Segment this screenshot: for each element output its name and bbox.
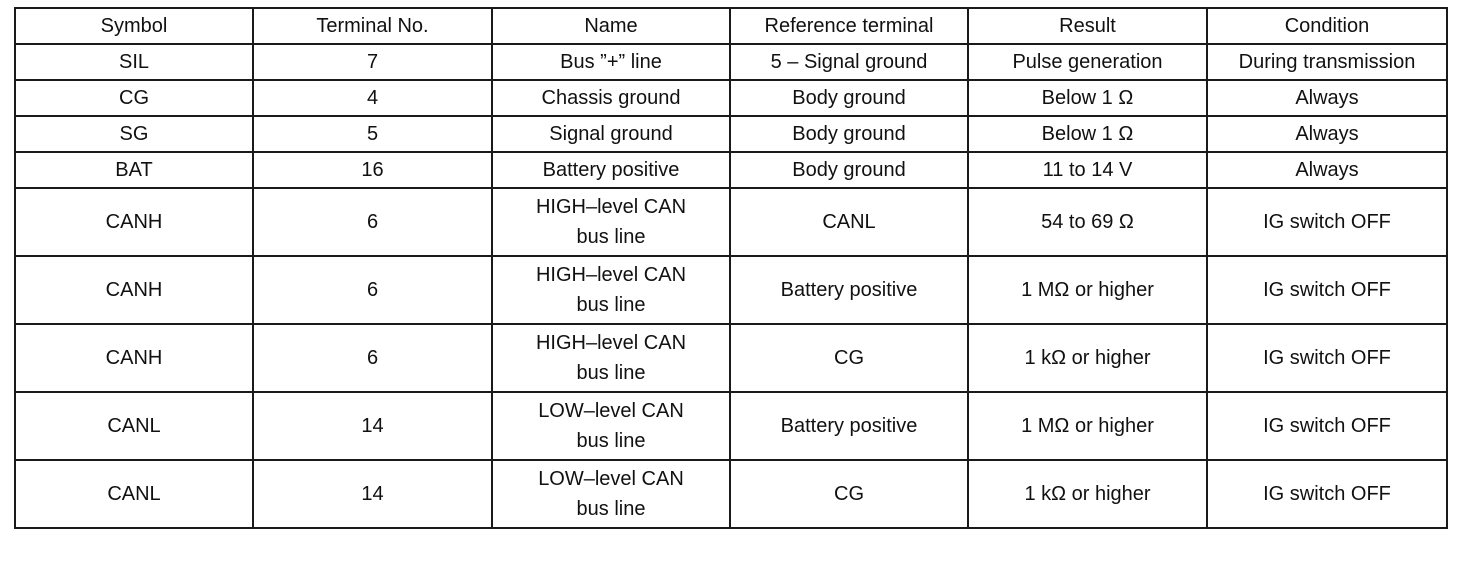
cell-name bbox=[492, 324, 730, 392]
name-line-1: Signal ground bbox=[549, 123, 673, 145]
cell-result: 1 kΩ or higher bbox=[968, 460, 1207, 528]
table-row bbox=[15, 188, 1447, 256]
cell-terminal: 16 bbox=[253, 152, 492, 188]
name-line-1: HIGH–level CAN bbox=[535, 264, 687, 286]
cell-condition: Always bbox=[1207, 80, 1447, 116]
name-line-2: bus line bbox=[576, 226, 646, 248]
cell-symbol: BAT bbox=[15, 152, 253, 188]
cell-condition: IG switch OFF bbox=[1207, 256, 1447, 324]
cell-symbol: CANH bbox=[15, 256, 253, 324]
cell-reference: Battery positive bbox=[730, 392, 968, 460]
table-row bbox=[15, 324, 1447, 392]
header-symbol: Symbol bbox=[15, 8, 253, 44]
cell-symbol: CANL bbox=[15, 392, 253, 460]
cell-symbol: SG bbox=[15, 116, 253, 152]
cell-result: Pulse generation bbox=[968, 44, 1207, 80]
cell-terminal: 14 bbox=[253, 392, 492, 460]
cell-reference: CANL bbox=[730, 188, 968, 256]
header-terminal-no: Terminal No. bbox=[253, 8, 492, 44]
cell-result: 1 MΩ or higher bbox=[968, 256, 1207, 324]
cell-result: 11 to 14 V bbox=[968, 152, 1207, 188]
cell-name bbox=[492, 256, 730, 324]
cell-symbol: CANH bbox=[15, 188, 253, 256]
table-row bbox=[15, 460, 1447, 528]
terminal-table-container bbox=[14, 7, 1446, 529]
table-row bbox=[15, 152, 1447, 188]
cell-name bbox=[492, 44, 730, 80]
cell-condition: IG switch OFF bbox=[1207, 188, 1447, 256]
name-line-1: HIGH–level CAN bbox=[535, 196, 687, 218]
cell-terminal: 6 bbox=[253, 256, 492, 324]
table-row bbox=[15, 80, 1447, 116]
table-body bbox=[15, 44, 1447, 528]
cell-result: 54 to 69 Ω bbox=[968, 188, 1207, 256]
cell-terminal: 4 bbox=[253, 80, 492, 116]
cell-condition: Always bbox=[1207, 152, 1447, 188]
name-line-1: HIGH–level CAN bbox=[535, 332, 687, 354]
cell-name bbox=[492, 460, 730, 528]
cell-result: 1 MΩ or higher bbox=[968, 392, 1207, 460]
cell-condition: Always bbox=[1207, 116, 1447, 152]
name-line-1: Bus ”+” line bbox=[560, 51, 662, 73]
terminal-check-table bbox=[14, 7, 1448, 529]
cell-reference: Battery positive bbox=[730, 256, 968, 324]
header-name: Name bbox=[492, 8, 730, 44]
cell-condition: IG switch OFF bbox=[1207, 392, 1447, 460]
cell-reference: CG bbox=[730, 324, 968, 392]
cell-name bbox=[492, 116, 730, 152]
cell-result: 1 kΩ or higher bbox=[968, 324, 1207, 392]
cell-condition: IG switch OFF bbox=[1207, 460, 1447, 528]
cell-result: Below 1 Ω bbox=[968, 80, 1207, 116]
cell-result: Below 1 Ω bbox=[968, 116, 1207, 152]
cell-terminal: 5 bbox=[253, 116, 492, 152]
cell-name bbox=[492, 188, 730, 256]
cell-symbol: SIL bbox=[15, 44, 253, 80]
cell-symbol: CG bbox=[15, 80, 253, 116]
header-condition: Condition bbox=[1207, 8, 1447, 44]
cell-terminal: 7 bbox=[253, 44, 492, 80]
name-line-1: LOW–level CAN bbox=[538, 468, 684, 490]
cell-reference: Body ground bbox=[730, 80, 968, 116]
table-row bbox=[15, 116, 1447, 152]
cell-terminal: 6 bbox=[253, 188, 492, 256]
cell-condition: During transmission bbox=[1207, 44, 1447, 80]
name-line-1: LOW–level CAN bbox=[538, 400, 684, 422]
table-header bbox=[15, 8, 1447, 44]
cell-terminal: 14 bbox=[253, 460, 492, 528]
table-row bbox=[15, 392, 1447, 460]
name-line-2: bus line bbox=[576, 362, 646, 384]
cell-symbol: CANL bbox=[15, 460, 253, 528]
table-row bbox=[15, 256, 1447, 324]
cell-reference: Body ground bbox=[730, 152, 968, 188]
cell-name bbox=[492, 392, 730, 460]
name-line-1: Battery positive bbox=[542, 159, 680, 181]
cell-name bbox=[492, 80, 730, 116]
cell-condition: IG switch OFF bbox=[1207, 324, 1447, 392]
cell-reference: CG bbox=[730, 460, 968, 528]
cell-name bbox=[492, 152, 730, 188]
name-line-2: bus line bbox=[576, 430, 646, 452]
header-result: Result bbox=[968, 8, 1207, 44]
cell-reference: Body ground bbox=[730, 116, 968, 152]
cell-symbol: CANH bbox=[15, 324, 253, 392]
header-reference-terminal: Reference terminal bbox=[730, 8, 968, 44]
name-line-2: bus line bbox=[576, 498, 646, 520]
name-line-1: Chassis ground bbox=[541, 87, 681, 109]
name-line-2: bus line bbox=[576, 294, 646, 316]
table-row bbox=[15, 44, 1447, 80]
cell-terminal: 6 bbox=[253, 324, 492, 392]
header-row bbox=[15, 8, 1447, 44]
cell-reference: 5 – Signal ground bbox=[730, 44, 968, 80]
